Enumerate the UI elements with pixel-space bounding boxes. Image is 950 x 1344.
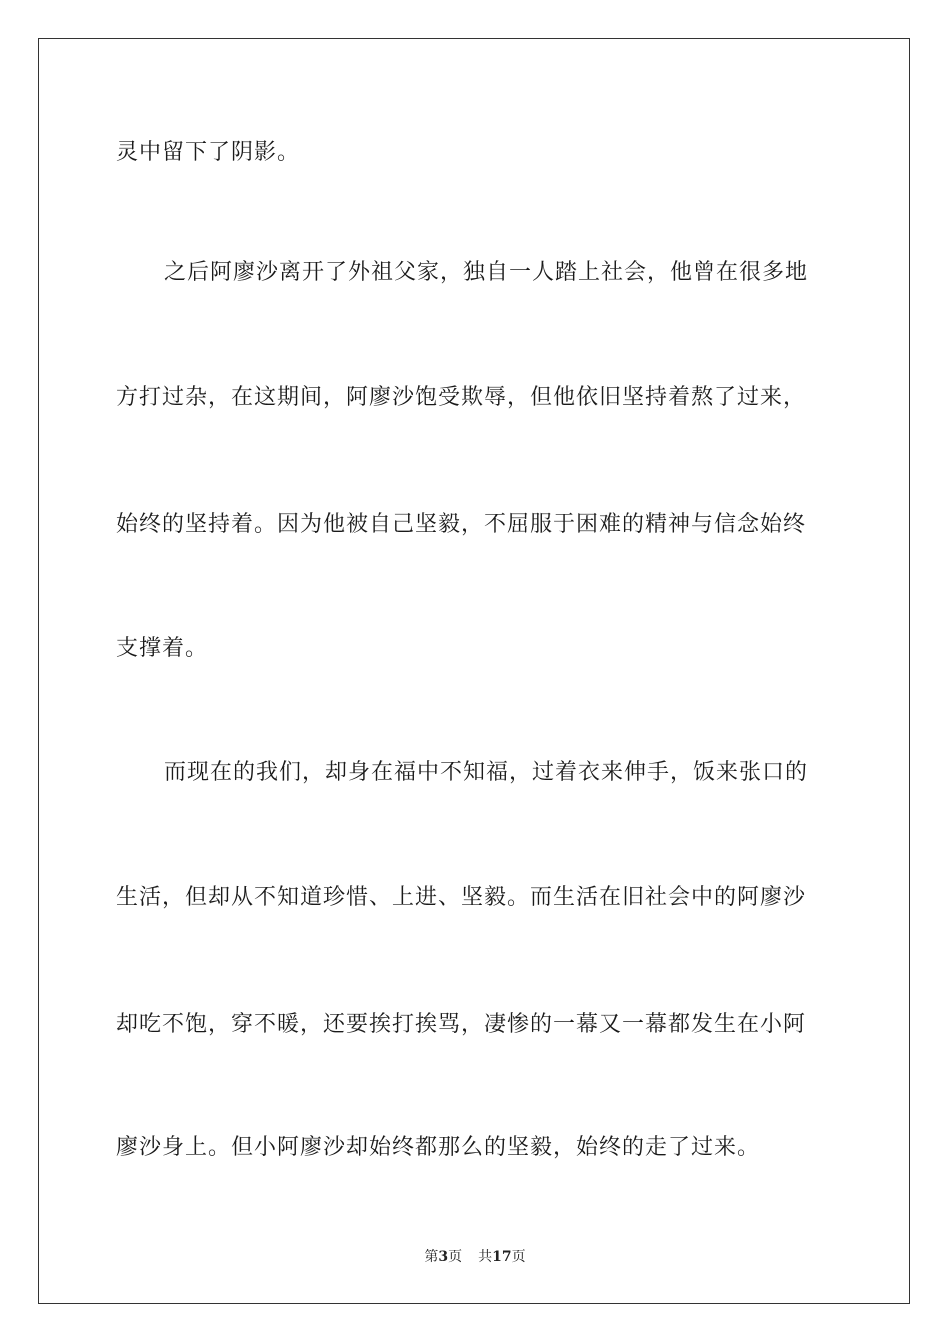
page-suffix: 页 [448,1249,463,1265]
page-border [38,38,910,1304]
text-line: 却吃不饱，穿不暖，还要挨打挨骂，凄惨的一幕又一幕都发生在小阿 [116,1012,807,1037]
total-prefix: 共 [478,1249,493,1265]
page-number: 3 [438,1249,449,1265]
text-line: 廖沙身上。但小阿廖沙却始终都那么的坚毅，始终的走了过来。 [116,1135,761,1160]
page-prefix: 第 [424,1249,439,1265]
text-line: 生活，但却从不知道珍惜、上进、坚毅。而生活在旧社会中的阿廖沙 [116,885,807,910]
total-pages: 17 [492,1249,512,1265]
paragraph-start-line: 之后阿廖沙离开了外祖父家，独自一人踏上社会，他曾在很多地 [164,260,809,285]
paragraph-start-line: 而现在的我们，却身在福中不知福，过着衣来伸手，饭来张口的 [164,760,809,785]
text-line: 支撑着。 [116,636,209,661]
text-line: 始终的坚持着。因为他被自己坚毅，不屈服于困难的精神与信念始终 [116,512,807,537]
total-suffix: 页 [511,1249,526,1265]
text-line: 灵中留下了阴影。 [116,140,301,165]
page-footer [0,1246,950,1266]
text-line: 方打过杂，在这期间，阿廖沙饱受欺辱，但他依旧坚持着熬了过来， [116,385,807,410]
